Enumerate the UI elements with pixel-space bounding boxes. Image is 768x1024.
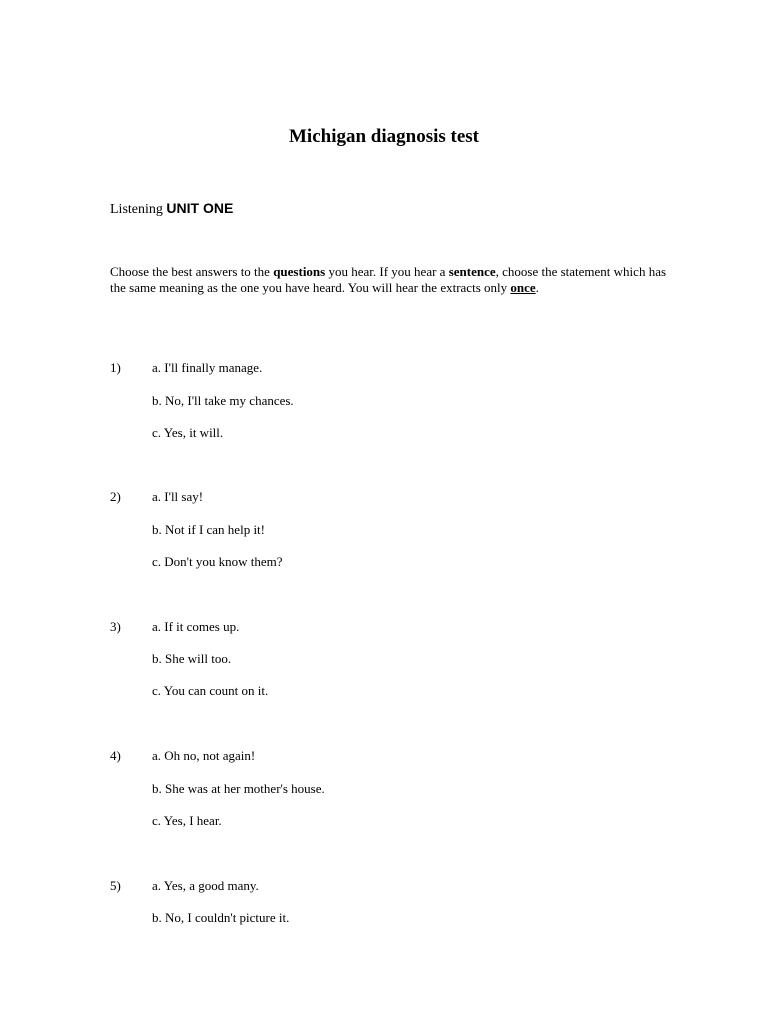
option-b: b. She was at her mother's house. xyxy=(152,781,325,796)
section-prefix: Listening xyxy=(110,202,163,217)
section-heading xyxy=(110,199,233,219)
option-b: b. She will too. xyxy=(152,651,232,666)
option-a: a. Yes, a good many. xyxy=(152,878,259,893)
option-b: b. No, I couldn't picture it. xyxy=(152,910,290,925)
page-title: Michigan diagnosis test xyxy=(288,126,480,147)
option-c: c. Yes, it will. xyxy=(152,425,224,440)
question-number: 1) xyxy=(110,360,121,375)
option-a: a. I'll say! xyxy=(152,489,204,504)
instructions-bold-sentence: sentence xyxy=(448,264,496,279)
question-number: 3) xyxy=(110,619,121,634)
question-number: 2) xyxy=(110,489,121,504)
question-number: 4) xyxy=(110,748,121,763)
section-unit: UNIT ONE xyxy=(166,200,234,216)
instructions-text-3: , choose the statement which has the same meaning as the one you have heard. You will hear the extracts only xyxy=(110,264,667,295)
instructions-text-4: . xyxy=(535,280,539,295)
instructions-text-1: Choose the best answers to the xyxy=(110,264,274,279)
instructions xyxy=(110,264,670,296)
option-b: b. No, I'll take my chances. xyxy=(152,393,294,408)
option-c: c. Don't you know them? xyxy=(152,554,283,569)
instructions-bold-once: once xyxy=(510,280,536,295)
instructions-text-2: you hear. If you hear a xyxy=(325,264,449,279)
option-b: b. Not if I can help it! xyxy=(152,522,265,537)
option-c: c. You can count on it. xyxy=(152,683,269,698)
question-number: 5) xyxy=(110,878,121,893)
instructions-bold-questions: questions xyxy=(273,264,326,279)
option-c: c. Yes, I hear. xyxy=(152,813,222,828)
option-a: a. I'll finally manage. xyxy=(152,360,263,375)
option-a: a. Oh no, not again! xyxy=(152,748,256,763)
option-a: a. If it comes up. xyxy=(152,619,240,634)
